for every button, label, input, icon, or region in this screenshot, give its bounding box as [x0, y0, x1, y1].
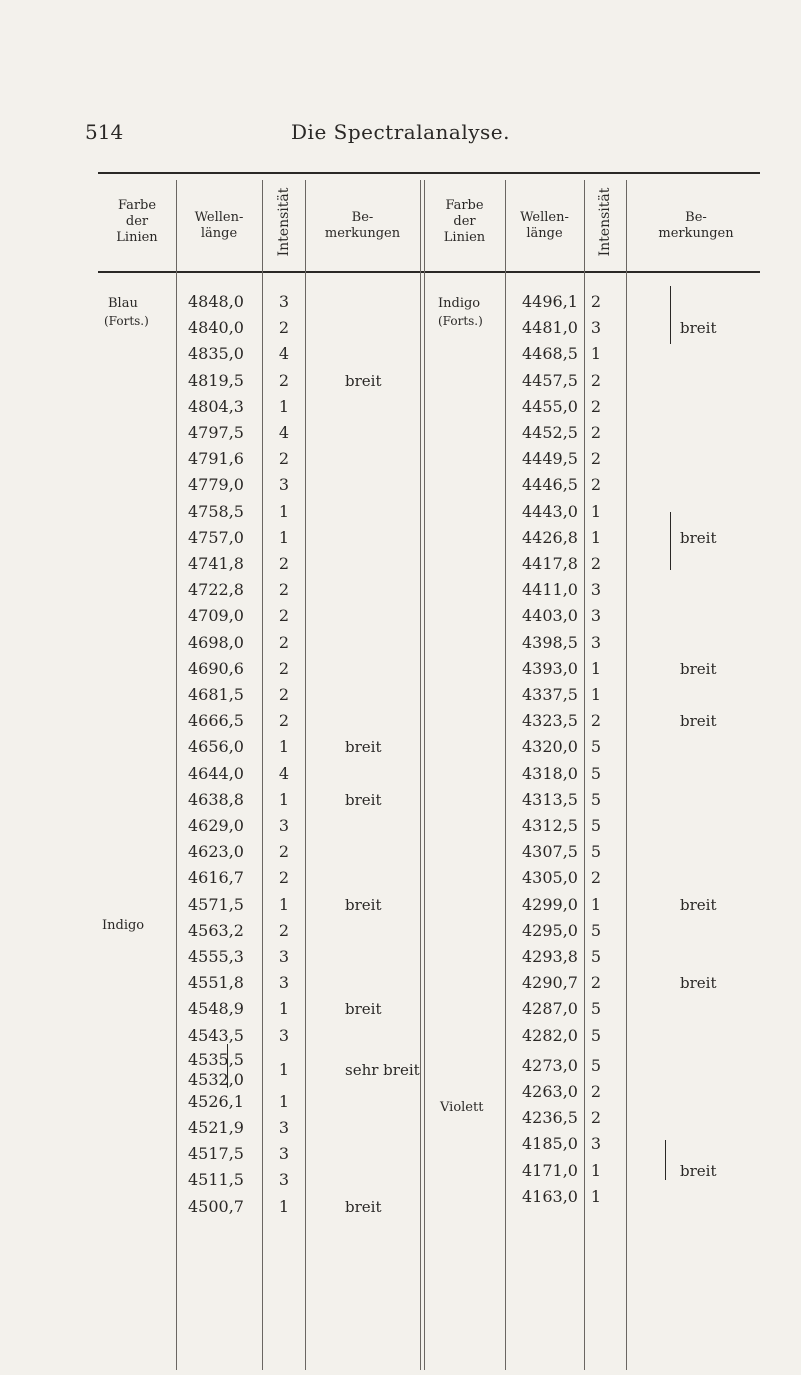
intensity-cell: 5: [590, 789, 602, 809]
remark-cell: breit: [680, 974, 717, 993]
intensity-cell: 2: [278, 711, 290, 731]
wavelength-cell: 4722,8: [188, 580, 244, 600]
grid-line: [505, 180, 506, 1370]
wavelength-cell: 4526,1: [188, 1091, 244, 1111]
wavelength-cell: 4638,8: [188, 789, 244, 809]
wavelength-cell: 4797,5: [188, 423, 244, 442]
intensity-cell: 1: [590, 501, 602, 521]
wavelength-cell: 4312,5: [522, 816, 578, 835]
intensity-cell: 5: [590, 763, 602, 783]
group-label-blau-cont: (Forts.): [104, 314, 149, 328]
wavelength-cell: 4511,5: [188, 1170, 244, 1190]
remark-cell: breit: [680, 659, 717, 678]
wavelength-cell: 4517,5: [188, 1144, 244, 1164]
wavelength-cell: 4840,0: [188, 318, 244, 338]
intensity-cell: 1: [590, 1186, 602, 1206]
intensity-cell: 3: [278, 1170, 290, 1190]
brace-mark: [665, 1140, 666, 1180]
wavelength-cell: 4656,0: [188, 737, 244, 757]
intensity-cell: 3: [278, 292, 290, 311]
wavelength-cell: 4629,0: [188, 816, 244, 835]
wavelength-cell: 4551,8: [188, 973, 244, 993]
wavelength-cell: 4299,0: [522, 894, 578, 914]
remark-cell: breit: [345, 790, 382, 809]
intensity-cell: 3: [278, 1118, 290, 1137]
page-title: Die Spectralanalyse.: [291, 120, 510, 144]
wavelength-cell: 4543,5: [188, 1025, 244, 1045]
intensity-cell: 2: [278, 606, 290, 626]
header-intensity-right: Intensität: [597, 187, 613, 257]
remark-cell: breit: [345, 1000, 382, 1019]
intensity-cell: 1: [590, 344, 602, 364]
wavelength-cell: 4457,5: [522, 370, 578, 390]
intensity-cell: 1: [590, 1160, 602, 1180]
wavelength-cell: 4571,5: [188, 894, 244, 914]
intensity-cell: 1: [278, 527, 290, 547]
intensity-cell: 2: [278, 920, 290, 940]
remark-cell: breit: [680, 712, 717, 731]
wavelength-cell: 4791,6: [188, 449, 244, 469]
remark-cell: breit: [680, 528, 717, 547]
intensity-cell: 2: [278, 580, 290, 600]
wavelength-cell: 4290,7: [522, 973, 578, 993]
wavelength-cell: 4393,0: [522, 658, 578, 678]
wavelength-cell: 4403,0: [522, 606, 578, 626]
intensity-cell: 1: [278, 1091, 290, 1111]
header-remarks-left: Be- merkungen: [324, 210, 401, 241]
wavelength-cell: 4690,6: [188, 658, 244, 678]
table-header-rule: [98, 271, 760, 273]
intensity-cell: 2: [278, 632, 290, 652]
header-remarks-right: Be- merkungen: [658, 210, 734, 241]
header-wavelength-left: Wellen- länge: [194, 210, 244, 241]
intensity-cell: 2: [278, 370, 290, 390]
remark-cell: breit: [345, 1197, 382, 1216]
wavelength-cell: 4236,5: [522, 1108, 578, 1128]
wavelength-cell: 4163,0: [522, 1186, 578, 1206]
brace-mark: [670, 512, 671, 570]
wavelength-cell: 4532,0: [188, 1069, 244, 1089]
intensity-cell: 2: [590, 554, 602, 573]
intensity-cell: 2: [278, 658, 290, 678]
intensity-cell: 3: [590, 632, 602, 652]
wavelength-cell: 4468,5: [522, 344, 578, 364]
wavelength-cell: 4307,5: [522, 842, 578, 862]
header-intensity-left: Intensität: [276, 187, 292, 257]
wavelength-cell: 4455,0: [522, 396, 578, 416]
wavelength-cell: 4757,0: [188, 527, 244, 547]
intensity-cell: 5: [590, 999, 602, 1019]
remark-cell: breit: [680, 319, 717, 338]
grid-line: [626, 180, 627, 1370]
intensity-cell: 3: [590, 580, 602, 600]
remark-cell: breit: [345, 895, 382, 914]
table-top-rule: [98, 172, 760, 174]
wavelength-cell: 4835,0: [188, 344, 244, 364]
intensity-cell: 2: [590, 868, 602, 888]
intensity-cell: 5: [590, 1055, 602, 1075]
wavelength-cell: 4848,0: [188, 292, 244, 311]
wavelength-cell: 4443,0: [522, 501, 578, 521]
intensity-cell: 3: [278, 1025, 290, 1045]
intensity-cell: 1: [278, 1059, 290, 1079]
wavelength-cell: 4446,5: [522, 475, 578, 495]
intensity-cell: 3: [278, 947, 290, 966]
intensity-cell: 5: [590, 842, 602, 862]
grid-line: [584, 180, 585, 1370]
intensity-cell: 1: [278, 789, 290, 809]
intensity-cell: 5: [590, 737, 602, 757]
wavelength-cell: 4171,0: [522, 1160, 578, 1180]
intensity-cell: 2: [590, 370, 602, 390]
wavelength-cell: 4481,0: [522, 318, 578, 338]
intensity-cell: 2: [590, 1082, 602, 1101]
wavelength-cell: 4563,2: [188, 920, 244, 940]
wavelength-cell: 4666,5: [188, 711, 244, 731]
intensity-cell: 2: [278, 318, 290, 338]
intensity-cell: 2: [278, 554, 290, 573]
wavelength-cell: 4282,0: [522, 1025, 578, 1045]
intensity-cell: 1: [278, 1196, 290, 1216]
group-label-indigo: Indigo: [102, 918, 145, 933]
header-color-right: Farbe der Linien: [443, 198, 486, 245]
wavelength-cell: 4644,0: [188, 763, 244, 783]
remark-cell: sehr breit: [345, 1060, 420, 1079]
intensity-cell: 2: [590, 1108, 602, 1128]
intensity-cell: 2: [590, 449, 602, 469]
wavelength-cell: 4337,5: [522, 685, 578, 704]
intensity-cell: 2: [590, 396, 602, 416]
wavelength-cell: 4398,5: [522, 632, 578, 652]
brace-mark: [227, 1044, 228, 1088]
wavelength-cell: 4313,5: [522, 789, 578, 809]
wavelength-cell: 4452,5: [522, 423, 578, 442]
group-label-indigo-right: Indigo: [438, 296, 481, 311]
intensity-cell: 5: [590, 920, 602, 940]
wavelength-cell: 4623,0: [188, 842, 244, 862]
intensity-cell: 3: [278, 1144, 290, 1164]
intensity-cell: 4: [278, 763, 290, 783]
wavelength-cell: 4263,0: [522, 1082, 578, 1101]
wavelength-cell: 4273,0: [522, 1055, 578, 1075]
intensity-cell: 1: [278, 999, 290, 1019]
grid-line: [305, 180, 306, 1370]
group-label-indigo-right-cont: (Forts.): [438, 314, 483, 328]
wavelength-cell: 4681,5: [188, 685, 244, 704]
intensity-cell: 2: [590, 973, 602, 993]
wavelength-cell: 4449,5: [522, 449, 578, 469]
wavelength-cell: 4295,0: [522, 920, 578, 940]
intensity-cell: 5: [590, 947, 602, 966]
wavelength-cell: 4698,0: [188, 632, 244, 652]
intensity-cell: 2: [590, 711, 602, 731]
grid-line: [176, 180, 177, 1370]
grid-line: [262, 180, 263, 1370]
remark-cell: breit: [680, 895, 717, 914]
intensity-cell: 2: [278, 842, 290, 862]
intensity-cell: 2: [278, 685, 290, 704]
intensity-cell: 5: [590, 1025, 602, 1045]
intensity-cell: 2: [590, 292, 602, 311]
remark-cell: breit: [345, 371, 382, 390]
intensity-cell: 4: [278, 423, 290, 442]
wavelength-cell: 4779,0: [188, 475, 244, 495]
intensity-cell: 4: [278, 344, 290, 364]
intensity-cell: 1: [590, 894, 602, 914]
wavelength-cell: 4426,8: [522, 527, 578, 547]
wavelength-cell: 4417,8: [522, 554, 578, 573]
intensity-cell: 3: [590, 318, 602, 338]
intensity-cell: 3: [278, 816, 290, 835]
group-label-violett: Violett: [440, 1100, 484, 1115]
wavelength-cell: 4305,0: [522, 868, 578, 888]
wavelength-cell: 4287,0: [522, 999, 578, 1019]
page-number: 514: [85, 120, 124, 144]
intensity-cell: 3: [590, 1134, 602, 1154]
header-color-left: Farbe der Linien: [116, 198, 158, 245]
intensity-cell: 2: [590, 475, 602, 495]
intensity-cell: 2: [278, 449, 290, 469]
wavelength-cell: 4555,3: [188, 947, 244, 966]
intensity-cell: 2: [278, 868, 290, 888]
intensity-cell: 5: [590, 816, 602, 835]
wavelength-cell: 4320,0: [522, 737, 578, 757]
intensity-cell: 3: [278, 973, 290, 993]
wavelength-cell: 4500,7: [188, 1196, 244, 1216]
intensity-cell: 3: [278, 475, 290, 495]
grid-line: [424, 180, 425, 1370]
remark-cell: breit: [345, 738, 382, 757]
intensity-cell: 1: [278, 894, 290, 914]
intensity-cell: 1: [278, 501, 290, 521]
wavelength-cell: 4293,8: [522, 947, 578, 966]
wavelength-cell: 4411,0: [522, 580, 578, 600]
wavelength-cell: 4535,5: [188, 1049, 244, 1069]
wavelength-cell: 4741,8: [188, 554, 244, 573]
group-label-blau: Blau: [108, 296, 138, 311]
header-wavelength-right: Wellen- länge: [520, 210, 569, 241]
brace-mark: [670, 286, 671, 344]
wavelength-cell: 4323,5: [522, 711, 578, 731]
remark-cell: breit: [680, 1161, 717, 1180]
wavelength-cell: 4804,3: [188, 396, 244, 416]
intensity-cell: 1: [278, 396, 290, 416]
intensity-cell: 1: [278, 737, 290, 757]
wavelength-cell: 4185,0: [522, 1134, 578, 1154]
intensity-cell: 2: [590, 423, 602, 442]
intensity-cell: 1: [590, 685, 602, 704]
wavelength-cell: 4758,5: [188, 501, 244, 521]
intensity-cell: 1: [590, 527, 602, 547]
wavelength-cell: 4709,0: [188, 606, 244, 626]
intensity-cell: 3: [590, 606, 602, 626]
wavelength-cell: 4616,7: [188, 868, 244, 888]
grid-line: [420, 180, 421, 1370]
wavelength-cell: 4496,1: [522, 292, 578, 311]
intensity-cell: 1: [590, 658, 602, 678]
wavelength-cell: 4819,5: [188, 370, 244, 390]
wavelength-cell: 4318,0: [522, 763, 578, 783]
wavelength-cell: 4521,9: [188, 1118, 244, 1137]
wavelength-cell: 4548,9: [188, 999, 244, 1019]
